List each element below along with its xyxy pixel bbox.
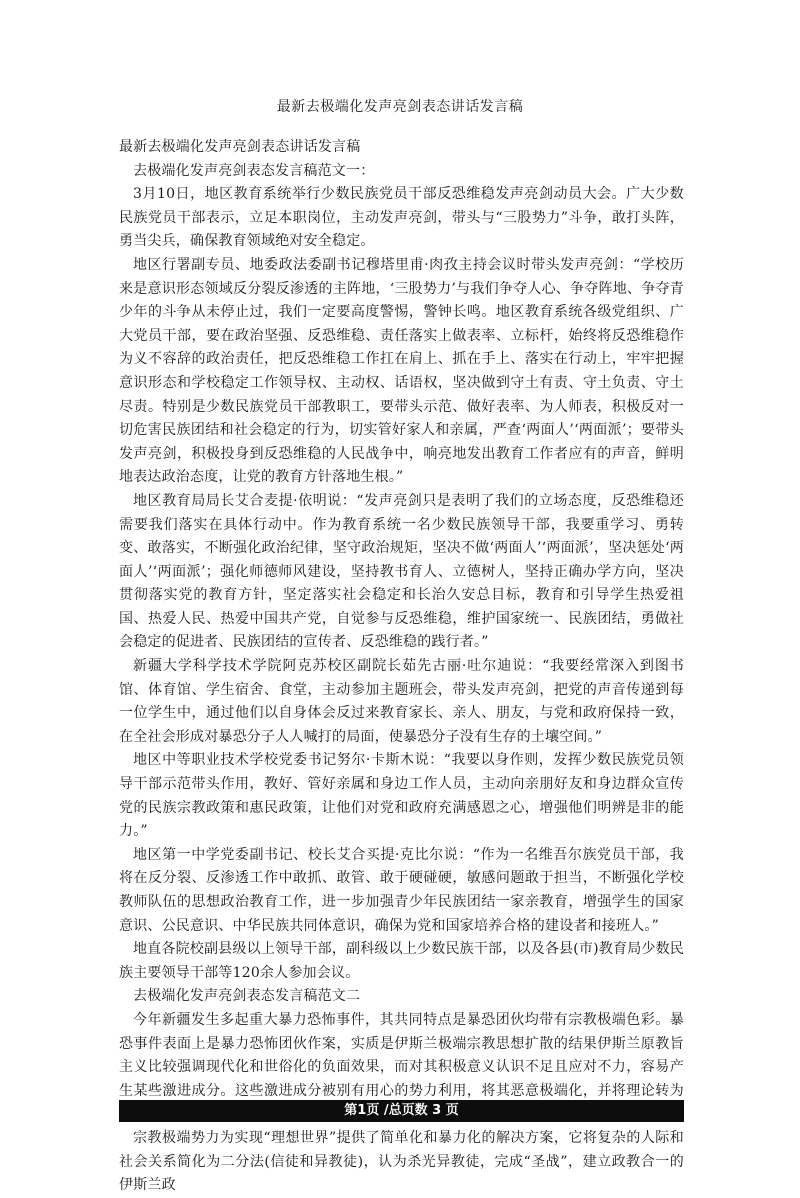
body-heading: 最新去极端化发声亮剑表态讲话发言稿 (119, 139, 361, 155)
paragraph: 新疆大学科学技术学院阿克苏校区副院长茹先古丽·吐尔迪说：“我要经常深入到图书馆、体育馆、学生宿舍、食堂，主动参加主题班会，带头发声亮剑，把党的声音传递到每一位学生中，通过他们以自身体会反过来教育家长、亲人、朋友，与党和政府保持一致，在全社会形成对暴恐分子人人喊打的局面，使暴恐分子没有生存的土壤空间。” (119, 658, 684, 745)
paragraph: 地直各院校副县级以上领导干部，副科级以上少数民族干部，以及各县(市)教育局少数民族主要领导干部等120余人参加会议。 (119, 941, 684, 981)
page-footer: 第1页 /总页数 3 页 (119, 1100, 684, 1122)
paragraph: 宗教极端势力为实现“理想世界”提供了简单化和暴力化的解决方案，它将复杂的人际和社会关系简化为二分法(信徒和异教徒)，认为杀光异教徒，完成“圣战”，建立政教合一的伊斯兰政 (119, 1129, 684, 1194)
document-body (119, 136, 684, 1198)
document-title: 最新去极端化发声亮剑表态讲话发言稿 (276, 99, 524, 115)
paragraph: 地区中等职业技术学校党委书记努尔·卡斯木说：“我要以身作则，发挥少数民族党员领导干部示范带头作用，教好、管好亲属和身边工作人员，主动向亲朋好友和身边群众宣传党的民族宗教政策和惠民政策，让他们对党和政府充满感恩之心，增强他们明辨是非的能力。” (119, 752, 684, 840)
paragraph: 地区行署副专员、地委政法委副书记穆塔里甫·肉孜主持会议时带头发声亮剑：“学校历来是意识形态领域反分裂反渗透的主阵地，‘三股势力’与我们争夺人心、争夺阵地、争夺青少年的斗争从未停止过，我们一定要高度警惕，警钟长鸣。地区教育系统各级党组织、广大党员干部，要在政治坚强、反恐维稳、责任落实上做表率、立标杆，始终将反恐维稳作为义不容辞的政治责任，把反恐维稳工作扛在肩上、抓在手上、落实在行动上，牢牢把握意识形态和学校稳定工作领导权、主动权、话语权，坚决做到守土有责、守土负责、守土尽责。特别是少数民族党员干部教职工，要带头示范、做好表率、为人师表，积极反对一切危害民族团结和社会稳定的行为，切实管好家人和亲属，严查‘两面人’‘两面派’；要带头发声亮剑，积极投身到反恐维稳的人民战争中，响亮地发出教育工作者应有的声音，鲜明地表达政治态度，让党的教育方针落地生根。” (119, 256, 684, 486)
paragraph: 地区第一中学党委副书记、校长艾合买提·克比尔说：“作为一名维吾尔族党员干部，我将在反分裂、反渗透工作中敢抓、敢管、敢于硬碰硬，敏感问题敢于担当，不断强化学校教师队伍的思想政治教育工作，进一步加强青少年民族团结一家亲教育，增强学生的国家意识、公民意识、中华民族共同体意识，确保为党和国家培养合格的建设者和接班人。” (119, 846, 684, 934)
paragraph: 今年新疆发生多起重大暴力恐怖事件，其共同特点是暴恐团伙均带有宗教极端色彩。暴恐事件表面上是暴力恐怖团伙作案，实质是伊斯兰极端宗教思想扩散的结果伊斯兰原教旨主义比较强调现代化和世俗化的负面效果，而对其积极意义认识不足且应对不力，容易产生某些激进成分。这些激进成分被别有用心的势力利用，将其恶意极端化，并将理论转为 (119, 1011, 684, 1099)
section-heading-1: 去极端化发声亮剑表态发言稿范文一： (133, 162, 375, 179)
paragraph: 地区教育局局长艾合麦提·依明说：“发声亮剑只是表明了我们的立场态度，反恐维稳还需要我们落实在具体行动中。作为教育系统一名少数民族领导干部，我要重学习、勇转变、敢落实，不断强化政治纪律，坚守政治规矩，坚决不做‘两面人’‘两面派’，坚决惩处‘两面人’‘两面派’；强化师德师风建设，坚持教书育人、立德树人，坚持正确办学方向，坚决贯彻落实党的教育方针，坚定落实社会稳定和长治久安总目标，教育和引导学生热爱祖国、热爱人民、热爱中国共产党，自觉参与反恐维稳，维护国家统一、民族团结，勇做社会稳定的促进者、民族团结的宣传者、反恐维稳的践行者。” (119, 492, 684, 651)
paragraph: 3月10日，地区教育系统举行少数民族党员干部反恐维稳发声亮剑动员大会。广大少数民族党员干部表示，立足本职岗位，主动发声亮剑，带头与“三股势力”斗争，敢打头阵，勇当尖兵，确保教育领域绝对安全稳定。 (119, 186, 684, 250)
section-heading-2: 去极端化发声亮剑表态发言稿范文二 (133, 988, 361, 1005)
